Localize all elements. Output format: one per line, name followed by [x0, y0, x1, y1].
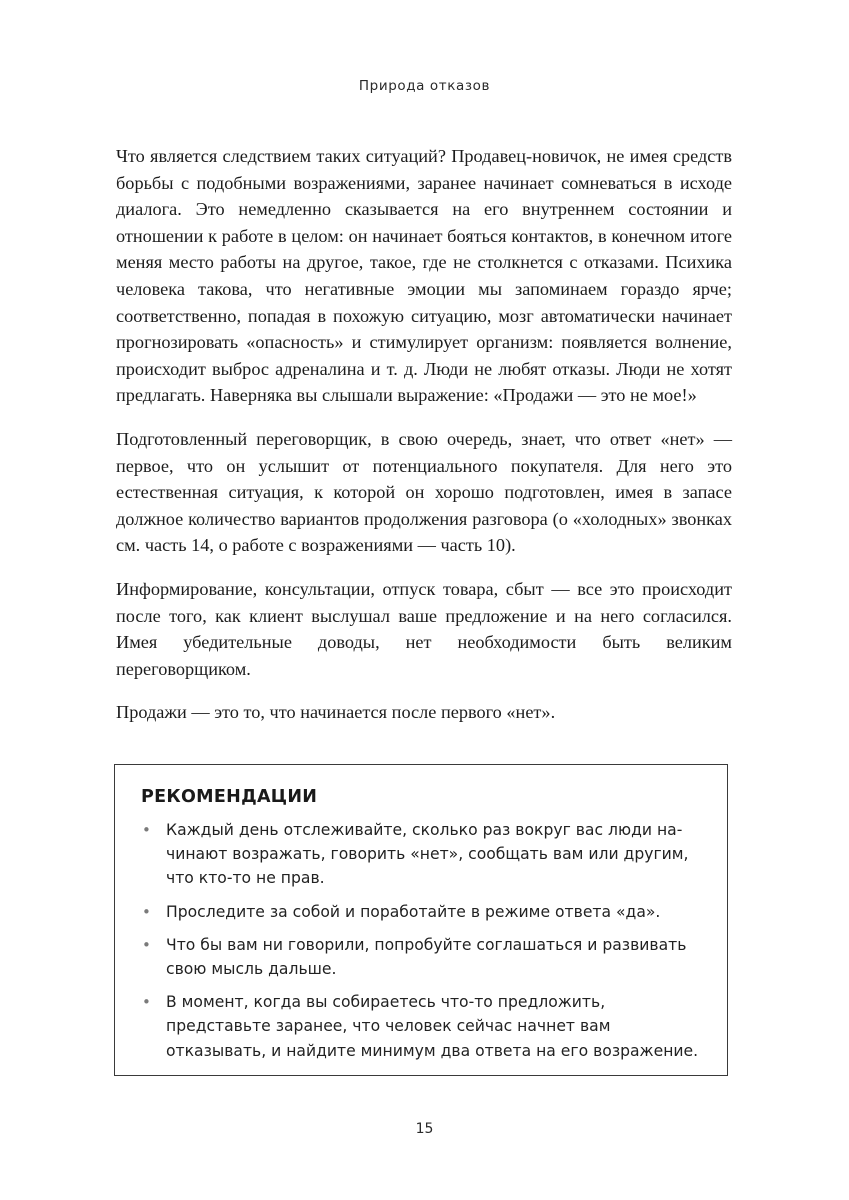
paragraph: Информирование, консультации, отпуск товара, сбыт — все это происходит после того, как клиент выслушал ваше предложение и на него согласился. Имея убедительные доводы, нет необходимости быть великим переговорщиком.: [116, 578, 732, 679]
list-item: [141, 818, 701, 891]
list-item: [141, 900, 701, 924]
list-item-text: Каждый день отслеживайте, сколько раз вокруг вас люди начинают возражать, говорить «нет», сообщать вам или другим, что кто-то не прав.: [166, 821, 689, 888]
page-number: 15: [415, 1121, 434, 1137]
bullet-icon: •: [142, 935, 151, 954]
list-item-text: Что бы вам ни говорили, попробуйте соглашаться и развивать свою мысль дальше.: [166, 935, 687, 979]
bullet-icon: •: [142, 993, 151, 1012]
recommendations-title: РЕКОМЕНДАЦИИ: [141, 787, 318, 807]
main-text: [116, 143, 732, 743]
bullet-icon: •: [142, 902, 151, 921]
list-item: [141, 990, 701, 1063]
list-item-text: В момент, когда вы собираетесь что-то предложить, представьте заранее, что человек сейчас начнет вам отказывать, и найдите минимум два ответа на его возражение.: [166, 993, 699, 1060]
list-item: [141, 933, 701, 981]
paragraph: Продажи — это то, что начинается после первого «нет».: [116, 702, 556, 723]
recommendations-box: [114, 764, 728, 1076]
running-title: Природа отказов: [358, 78, 491, 94]
paragraph: Подготовленный переговорщик, в свою очередь, знает, что ответ «нет» — первое, что он услышит от потенциального покупателя. Для него это естественная ситуация, к которой он хорошо подготовлен, имея в запасе должное количество вариантов продолжения разговора (о «холодных» звонках см. часть 14, о работе с возражениями — часть 10).: [116, 428, 732, 556]
list-item-text: Проследите за собой и поработайте в режиме ответа «да».: [166, 902, 661, 921]
paragraph: Что является следствием таких ситуаций? Продавец-новичок, не имея средств борьбы с подобными возражениями, заранее начинает сомневаться в исходе диалога. Это немедленно сказывается на его внутреннем состоянии и отношении к работе в целом: он начинает бояться контактов, в конечном итоге меняя место работы на другое, такое, где не столкнется с отказами. Психика человека такова, что негативные эмоции мы запоминаем гораздо ярче; соответственно, попадая в похожую ситуацию, мозг автоматически начинает прогнозировать «опасность» и стимулирует организм: появляется волнение, происходит выброс адреналина и т. д. Люди не любят отказы. Люди не хотят предлагать. Наверняка вы слышали выражение: «Продажи — это не мое!»: [116, 146, 732, 406]
recommendations-list: [141, 818, 701, 1063]
bullet-icon: •: [142, 821, 151, 839]
